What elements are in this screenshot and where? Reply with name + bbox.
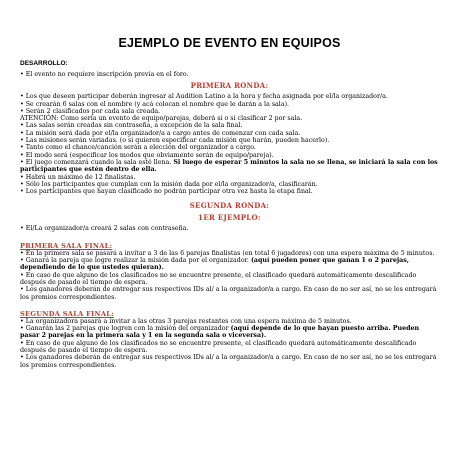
- primera-ronda-line: • Los participantes que hayan clasificado no podrán participar otra vez hasta la etapa final.: [20, 188, 313, 196]
- primera-ronda-heading: PRIMERA RONDA:: [190, 81, 269, 91]
- primera-ronda-line: • El modo será (especificar los modos que obviamente serán de equipo/pareja).: [20, 151, 274, 159]
- primera-ronda-line: • Las salas serán creadas sin contraseña, a excepción de la sala final.: [20, 122, 243, 130]
- primera-ronda-line: • Los que deseen participar deberán ingresar al Audition Latino a la hora y fecha asignada por el/la organizador/a.: [20, 93, 388, 101]
- mixed-normal-text: • El juego comenzará cuando la sala esté llena.: [20, 158, 174, 166]
- primera-sala-final-heading: PRIMERA SALA FINAL:: [20, 241, 113, 250]
- mixed-bold-text: (aquí pueden poner que ganan 1 o 2 parejas, dependiendo de lo que ustedes quieran).: [20, 257, 409, 272]
- primera-ronda-line: ATENCIÓN: Como sería un evento de equipo/parejas, deberá si o si clasificar 2 por sala.: [20, 115, 303, 123]
- primera-ronda-line: • La misión será dada por el/la organizador/a a cargo antes de comenzar con cada sala.: [20, 129, 301, 137]
- mixed-bold-text: (aquí depende de lo que hayan puesto arriba. Pueden pasar 2 parejas en la primera sala y 1 en la segunda sala o viceversa).: [20, 325, 420, 340]
- segunda-sala-final-line: • Los ganadores deberán de entregar sus respectivos IDs al/ a la organizador/a a cargo. En caso de no ser así, no se les entregará los premios correspondientes.: [20, 354, 437, 369]
- primera-sala-final-line: • En la primera sala se pasará a invitar a 3 de las 6 parejas finalistas (en total 6 jugadores) con una espera máxima de 5 minutos.: [20, 249, 435, 257]
- segunda-sala-final-heading: SEGUNDA SALA FINAL:: [20, 309, 114, 318]
- segunda-ronda-line: • El/La organizador/a creará 2 salas con contraseña.: [20, 225, 189, 233]
- desarrollo-label: DESARROLLO:: [20, 60, 68, 67]
- segunda-sala-final-line: • La organizadora pasará a invitar a las otras 3 parejas restantes con una espera máxima de 5 minutos.: [20, 317, 352, 325]
- mixed-bold-text: Si luego de esperar 5 minutos la sala no se llena, se iniciará la sala con los participantes que estén dentro de ella.: [20, 158, 438, 174]
- primera-ronda-line: • Tanto como el chance/canción serán a elección del organizador a cargo.: [20, 144, 256, 152]
- primera-sala-final-mixed-line: [20, 257, 439, 272]
- primera-ronda-line: • Se crearán 6 salas con el nombre (y acá colocan el nombre que le darán a la sala).: [20, 100, 290, 108]
- primera-sala-final-line: • Los ganadores deberán de entregar sus respectivos IDs al/ a la organizador/a a cargo. En caso de no ser así, no se les entregará los premios correspondientes.: [20, 286, 437, 301]
- mixed-normal-text: • Ganarán las 2 parejas que logren con la misión del organizador: [20, 325, 231, 333]
- intro-line: • El evento no requiere inscripción previa en el foro.: [20, 71, 189, 78]
- primera-ronda-mixed-line: [20, 159, 439, 174]
- primera-ronda-line: • Habrá un máximo de 12 finalistas.: [20, 173, 136, 181]
- primera-ronda-line: • Sólo los participantes que cumplan con la misión dada por el/la organizador/a, clasificarán.: [20, 180, 318, 188]
- primera-sala-final-line: • En caso de que alguno de los clasificados no se encuentre presente, el clasificado quedará automáticamente descalificado después de pasado el tiempo de espera.: [20, 271, 417, 286]
- segunda-sala-final-mixed-line: [20, 325, 439, 340]
- page-title: EJEMPLO DE EVENTO EN EQUIPOS: [118, 36, 341, 50]
- mixed-normal-text: • Ganará la pareja que logre realizar la misión dada por el organizador.: [20, 257, 251, 265]
- primer-ejemplo-heading: 1ER EJEMPLO:: [198, 213, 261, 223]
- segunda-ronda-heading: SEGUNDA RONDA:: [189, 201, 270, 211]
- primera-ronda-line: • Las misiones serán variadas. (o si quieren especificar cada misión que harán, pueden hacerlo).: [20, 137, 330, 145]
- primera-ronda-line: • Serán 2 clasificados por cada sala creada.: [20, 107, 161, 115]
- segunda-sala-final-line: • En caso de que alguno de los clasificados no se encuentre presente, el clasificado quedará automáticamente descalificado después de pasado el tiempo de espera.: [20, 339, 417, 355]
